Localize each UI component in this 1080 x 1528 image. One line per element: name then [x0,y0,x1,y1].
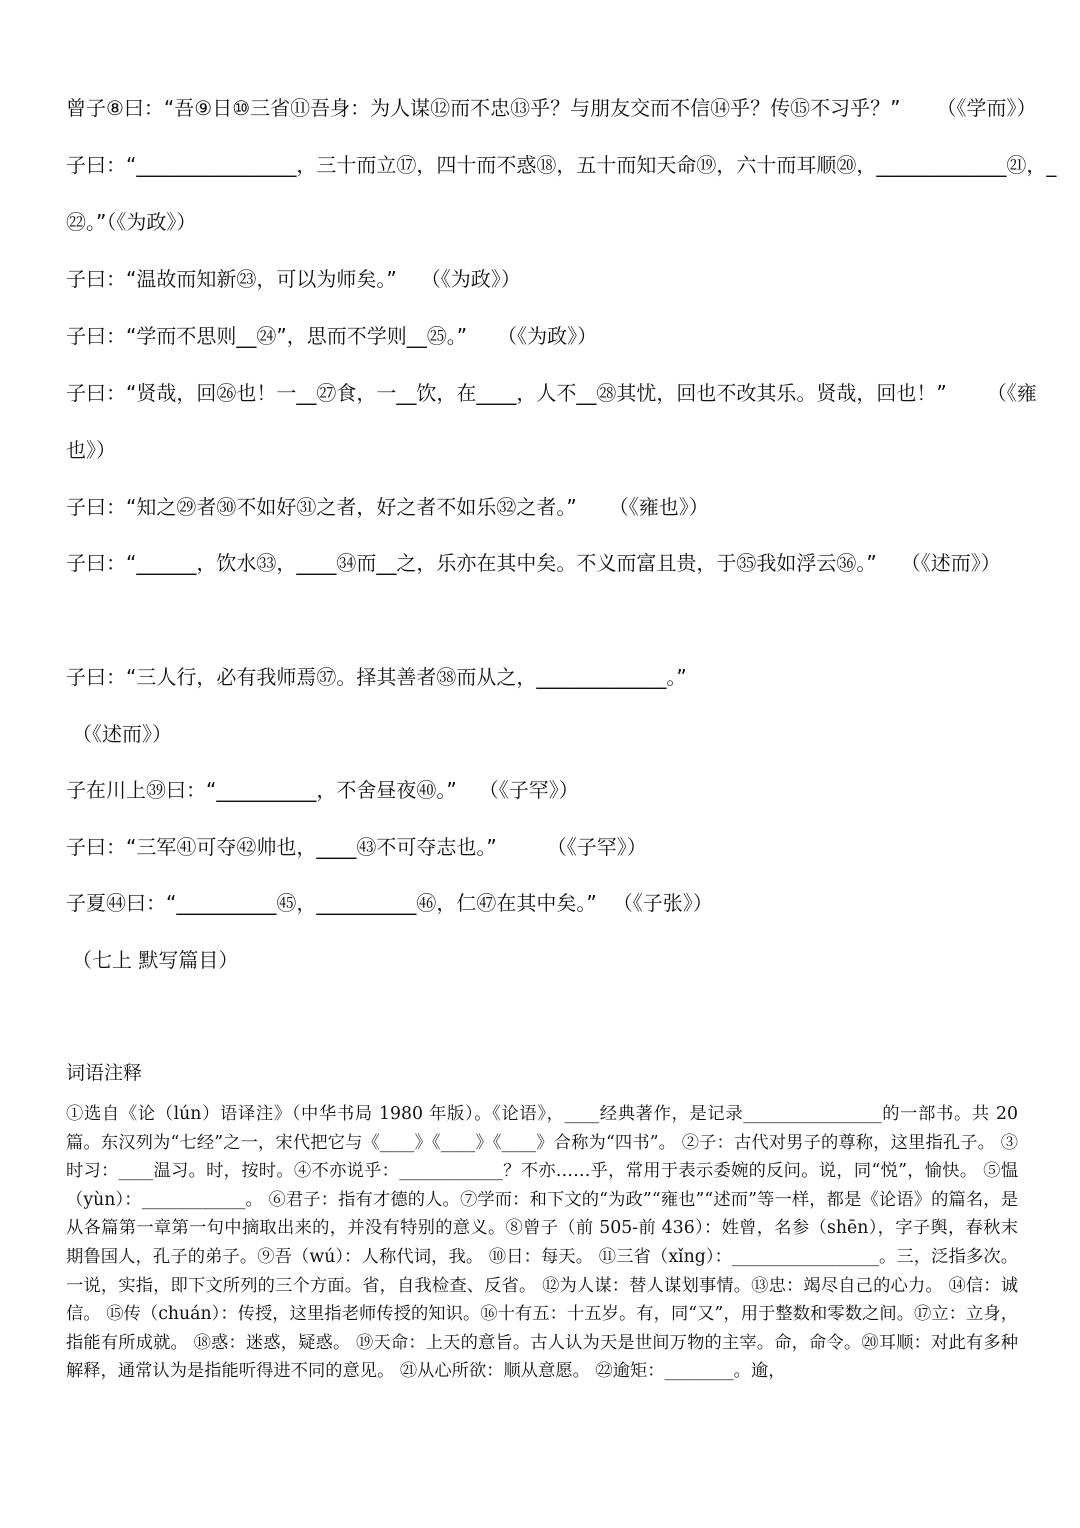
line-15-text: （七上 默写篇目） [72,948,239,972]
line-14-text: 子夏㊹曰：“__________㊺，__________㊻，仁㊼在其中矣。” [66,891,597,915]
line-8-text: 子曰：“知之㉙者㉚不如好㉛之者，好之者不如乐㉜之者。” [66,495,577,519]
line-12 [66,776,579,804]
line-4-ref: （《为政》） [420,267,521,291]
line-13-text: 子曰：“三军㊶可夺㊷帅也，____㊸不可夺志也。” [66,835,497,859]
line-13 [66,833,647,861]
line-11-text: （《述而》） [72,722,172,746]
line-2 [66,151,1056,179]
line-6 [66,379,1037,407]
line-3 [66,208,196,236]
line-5-text: 子曰：“学而不思则__㉔”，思而不学则__㉕。” [66,324,468,348]
line-4-text: 子曰：“温故而知新㉓，可以为师矣。” [66,267,397,291]
line-10-text: 子曰：“三人行，必有我师焉㊲。择其善者㊳而从之，_____________。” [66,665,687,689]
line-10 [66,663,687,691]
notes-title: 词语注释 [66,1062,143,1084]
line-9-ref: （《述而》） [900,551,1001,575]
line-2-text: 子曰：“________________，三十而立⑰，四十而不惑⑱，五十而知天命⑲，六十而耳顺⑳，_____________㉑，_ [66,153,1057,177]
line-12-ref: （《子罕》） [478,778,579,802]
line-3-text: ㉒。”（《为政》） [66,210,197,234]
line-14-ref: （《子张》） [612,891,713,915]
line-9-text: 子曰：“______，饮水㉝，____㉞而__之，乐亦在其中矣。不义而富且贵，于㉟我如浮云㊱。” [66,551,877,575]
notes-paragraph: ①选自《论（lún）语译注》（中华书局 1980 年版）。《论语》，____经典著作，是记录________________的一部书。共 20 篇。东汉列为“七经”之一，宋代把它与《____》《____》《____》合称为“四书”。 ②子：古代对男子的尊称，这里指孔子。 ③时习：____温习。时，按时。④不亦说乎：____________？不亦……乎，常用于表示委婉的反问。说，同“悦”，愉快。 ⑤愠（yùn）：____________。 ⑥君子：指有才德的人。⑦学而：和下文的“为政”“雍也”“述而”等一样，都是《论语》的篇名，是从各篇第一章第一句中摘取出来的，并没有特别的意义。⑧曾子（前 505-前 436）：姓曾，名参（shēn），字子舆，春秋末期鲁国人，孔子的弟子。⑨吾（wú）：人称代词，我。 ⑩日：每天。 ⑪三省（xǐng）：_________________。三，泛指多次。一说，实指，即下文所列的三个方面。省，自我检查、反省。 ⑫为人谋：替人谋划事情。⑬忠：竭尽自己的心力。 ⑭信：诚信。 ⑮传（chuán）：传授，这里指老师传授的知识。⑯十有五：十五岁。有，同“又”，用于整数和零数之间。⑰立：立身，指能有所成就。 ⑱惑：迷惑，疑惑。 ⑲天命：上天的意旨。古人认为天是世间万物的主宰。命，命令。⑳耳顺：对此有多种解释，通常认为是指能听得进不同的意见。 ㉑从心所欲：顺从意愿。 ㉒逾矩：________。逾， [66,1104,1018,1382]
line-12-text: 子在川上㊴曰：“__________，不舍昼夜㊵。” [66,778,457,802]
line-14 [66,889,713,917]
line-1-text: 曾子⑧曰：“吾⑨日⑩三省⑪吾身：为人谋⑫而不忠⑬乎？与朋友交而不信⑭乎？传⑮不习乎？” [66,96,901,120]
line-4 [66,265,521,293]
line-7-text: 也》） [66,438,116,462]
line-6-ref: （《雍 [986,381,1037,405]
line-13-ref: （《子罕》） [546,835,647,859]
line-11 [72,720,172,748]
line-7 [66,436,116,464]
line-15 [72,946,238,974]
line-6-text: 子曰：“贤哉，回㉖也！一__㉗食，一__饮，在____，人不__㉘其忧，回也不改其乐。贤哉，回也！” [66,381,947,405]
line-1 [66,94,1037,122]
line-5 [66,322,597,350]
line-8-ref: （《雍也》） [608,495,709,519]
line-1-ref: （《学而》） [936,96,1037,120]
line-9 [66,549,1001,577]
line-8 [66,493,709,521]
line-5-ref: （《为政》） [497,324,598,348]
